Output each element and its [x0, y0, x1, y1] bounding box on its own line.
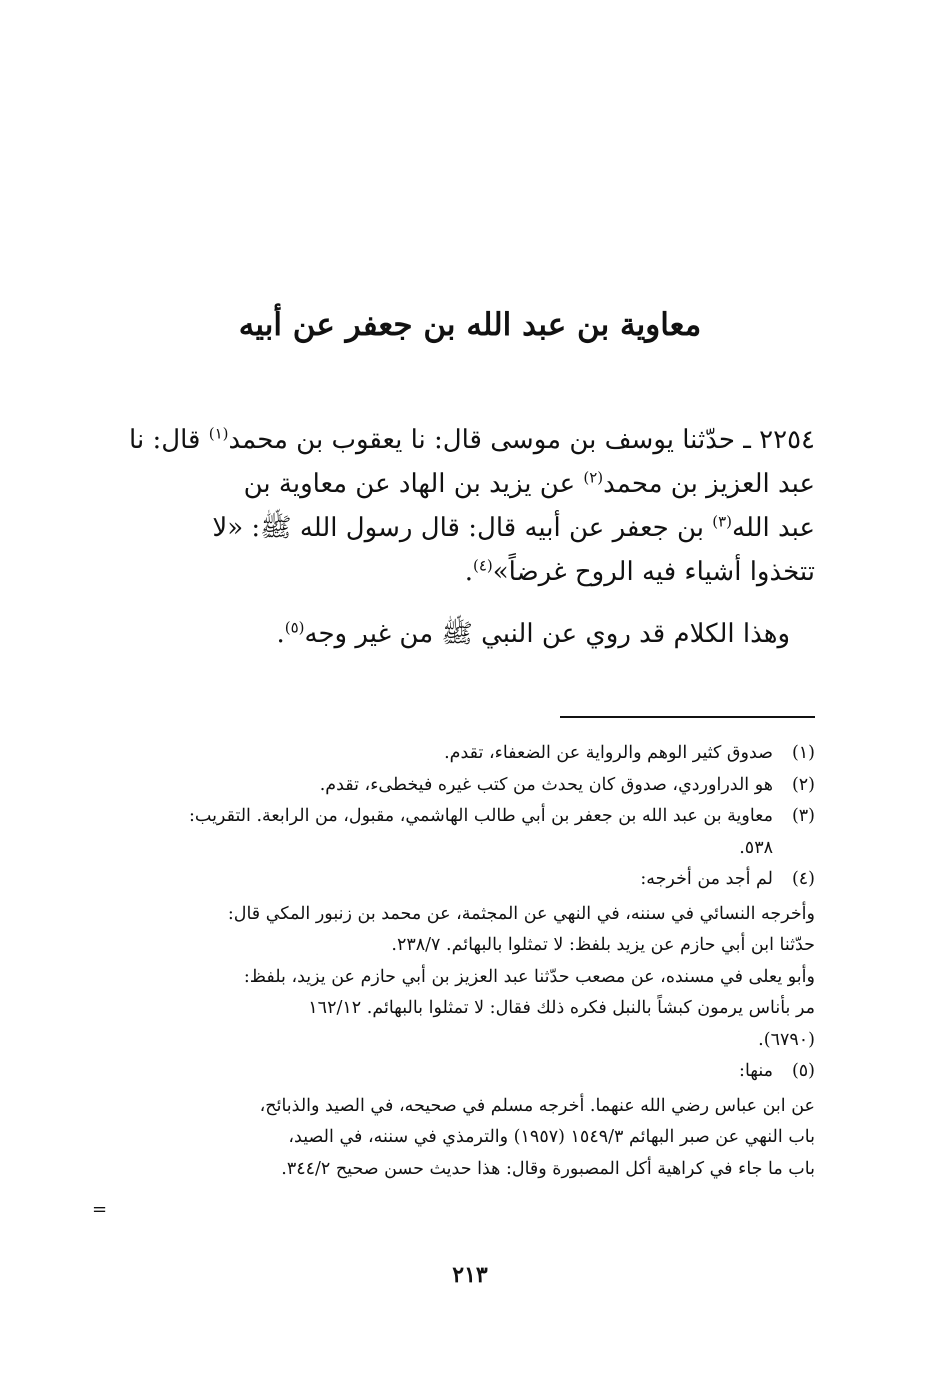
- footnote-number: (٢): [791, 774, 815, 795]
- footnote: [125, 1056, 815, 1088]
- footnote-ref: (٣): [712, 512, 733, 531]
- hadith-line: [125, 462, 815, 506]
- footnote-number: (٤): [791, 869, 815, 889]
- footnote-body: [125, 770, 773, 802]
- text-span: عن يزيد بن الهاد عن معاوية بن: [243, 469, 584, 499]
- footnote-line: صدوق كثير الوهم والرواية عن الضعفاء، تقدم.: [444, 743, 773, 763]
- footnote-line: هو الدراوردي، صدوق كان يحدث من كتب غيره فيخطىء، تقدم.: [319, 774, 773, 795]
- footnote-line: باب ما جاء في كراهية أكل المصبورة وقال: هذا حديث حسن صحيح ٣٤٤/٢.: [281, 1158, 815, 1179]
- text-span: .: [464, 557, 473, 587]
- remark-text: [125, 612, 790, 656]
- text-span: عبد الله: [732, 513, 815, 543]
- footnote-body: [125, 801, 773, 864]
- footnote-line: ٥٣٨.: [739, 837, 773, 858]
- footnote-body: [125, 738, 773, 770]
- footnote-line: عن ابن عباس رضي الله عنهما. أخرجه مسلم في صحيحه، في الصيد والذبائح،: [259, 1095, 815, 1116]
- footnote: [125, 864, 815, 896]
- footnote-ref: (١): [208, 424, 229, 443]
- footnote-line: (٦٧٩٠).: [758, 1029, 815, 1050]
- footnote-line: وأخرجه النسائي في سننه، في النهي عن المجثمة، عن محمد بن زنبور المكي قال:: [227, 903, 815, 924]
- footnote-body: [125, 864, 773, 896]
- text-span: .: [276, 619, 285, 649]
- footnote-divider: [560, 716, 815, 718]
- footnote-ref: (٤): [472, 556, 493, 575]
- hadith-line: [125, 506, 815, 550]
- footnotes: [125, 738, 815, 1185]
- footnote-line: مر بأناس يرمون كبشاً بالنبل فكره ذلك فقال: لا تمثلوا بالبهائم. ١٦٢/١٢: [308, 998, 815, 1018]
- footnote-line: معاوية بن عبد الله بن جعفر بن أبي طالب الهاشمي، مقبول، من الرابعة. التقريب:: [188, 806, 773, 826]
- footnote: [125, 738, 815, 770]
- hadith-line: [125, 418, 815, 462]
- text-span: قال: نا: [129, 425, 209, 455]
- footnote-line: لم أجد من أخرجه:: [640, 869, 773, 889]
- footnote-line: حدّثنا ابن أبي حازم عن يزيد بلفظ: لا تمثلوا بالبهائم. ٢٣٨/٧.: [391, 935, 815, 955]
- text-span: تتخذوا أشياء فيه الروح غرضاً»: [492, 557, 815, 587]
- text-span: وهذا الكلام قد روي عن النبي ﷺ من غير وجه: [304, 619, 790, 649]
- footnote-number: (١): [791, 743, 815, 763]
- footnote-number: (٥): [791, 1061, 815, 1081]
- hadith-text: [125, 418, 815, 594]
- text-span: ٢٢٥٤ ـ حدّثنا يوسف بن موسى قال: نا يعقوب بن محمد: [228, 425, 815, 455]
- text-span: بن جعفر عن أبيه قال: قال رسول الله ﷺ: «لا: [212, 513, 713, 543]
- footnote-number: (٣): [791, 806, 815, 826]
- footnote-line: منها:: [739, 1061, 773, 1081]
- footnote-ref: (٢): [583, 468, 604, 487]
- footnote-continuation: [125, 1091, 815, 1186]
- footnote-continuation: [125, 899, 815, 1057]
- footnote: [125, 801, 815, 864]
- footnote-ref: (٥): [284, 618, 305, 637]
- footnote-body: [125, 1056, 773, 1088]
- page-number: ٢١٣: [452, 1262, 488, 1288]
- footnote: [125, 770, 815, 802]
- text-span: عبد العزيز بن محمد: [603, 469, 815, 499]
- footnote-line: وأبو يعلى في مسنده، عن مصعب حدّثنا عبد العزيز بن أبي حازم عن يزيد، بلفظ:: [243, 966, 815, 987]
- hadith-line: [125, 550, 815, 594]
- footnote-line: باب النهي عن صبر البهائم ١٥٤٩/٣ (١٩٥٧) والترمذي في سننه، في الصيد،: [288, 1127, 815, 1147]
- continuation-mark: =: [92, 1199, 108, 1220]
- section-title: معاوية بن عبد الله بن جعفر عن أبيه: [238, 307, 702, 343]
